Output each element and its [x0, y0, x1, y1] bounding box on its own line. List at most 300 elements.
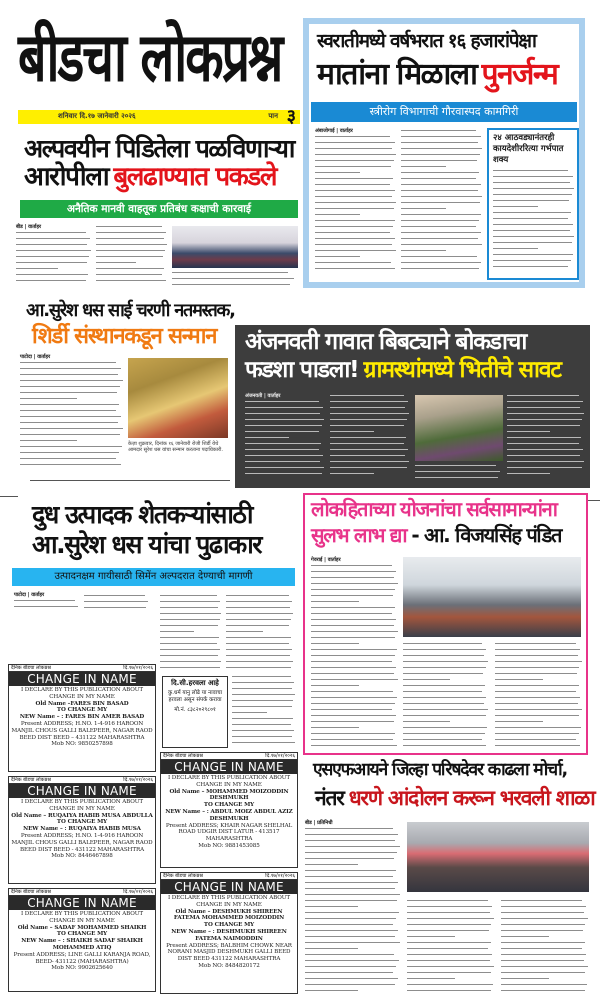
shirdi-body-col1 [20, 362, 124, 474]
text-line [315, 184, 390, 185]
sfi-body-col2 [407, 900, 495, 996]
text-line [311, 565, 392, 566]
text-line [232, 694, 295, 695]
text-line [401, 208, 446, 209]
text-line [84, 595, 145, 596]
text-line [84, 607, 146, 608]
text-line [232, 718, 293, 719]
text-line [311, 577, 394, 578]
text-line [160, 625, 218, 626]
name-change-notice [8, 664, 156, 772]
text-line [226, 655, 290, 656]
notice-mob: Mob NO: 8484820172 [198, 962, 260, 969]
text-line [226, 643, 289, 644]
text-line [311, 613, 392, 614]
notice-publisher: दैनिक बीडचा लोकप्रश्न [11, 889, 51, 895]
text-line [315, 202, 396, 203]
text-line [305, 888, 395, 889]
text-line [245, 449, 319, 450]
notice-old-name: Old Name – SADAF MOHAMMED SHAIKH [17, 924, 147, 931]
text-line [20, 410, 116, 411]
text-line [507, 425, 580, 426]
text-line [311, 679, 398, 680]
text-line [16, 232, 86, 233]
text-line [501, 984, 587, 985]
welfare-body-col1 [311, 565, 399, 751]
text-line [407, 960, 490, 961]
text-line [96, 262, 136, 263]
divider [588, 500, 600, 501]
text-line [160, 601, 220, 602]
text-line [96, 250, 165, 251]
text-line [495, 655, 578, 656]
text-line [311, 589, 395, 590]
text-line [501, 912, 584, 913]
text-line [403, 661, 488, 662]
text-line [315, 196, 392, 197]
text-line [403, 649, 486, 650]
text-line [96, 244, 167, 245]
text-line [20, 458, 116, 459]
text-line [160, 637, 219, 638]
text-line [501, 942, 585, 943]
text-line [403, 721, 450, 722]
text-line [495, 697, 580, 698]
text-line [501, 990, 585, 991]
milk-dateline: पाटोदा | वार्ताहर [14, 592, 45, 598]
text-line [501, 972, 585, 973]
story-shirdi [0, 300, 235, 480]
leopard-body-col3 [507, 395, 585, 483]
text-line [407, 900, 488, 901]
text-line [305, 948, 358, 949]
text-line [401, 268, 479, 269]
notice-heading: CHANGE IN NAME [161, 760, 297, 774]
text-line [401, 256, 477, 257]
text-line [315, 142, 395, 143]
notice-new-name: NEW Name – : ABDUL MOIZ ABDUL AZIZ DESHMUKH [165, 808, 293, 822]
text-line [311, 673, 394, 674]
text-line [507, 413, 584, 414]
notice-new-name: NEW Name – : DESHMUKH SHIREEN FATEMA NAIMODDIN [171, 928, 287, 942]
name-change-notice [160, 872, 298, 994]
text-line [20, 380, 123, 381]
text-line [20, 386, 120, 387]
leopard-photo [415, 395, 503, 461]
date-bar [18, 106, 300, 127]
text-line [401, 160, 477, 161]
text-line [330, 455, 405, 456]
text-line [330, 443, 404, 444]
text-line [493, 224, 573, 225]
text-line [401, 232, 481, 233]
text-line [401, 214, 481, 215]
minor-dateline: बीड | वार्ताहर [16, 224, 42, 230]
maternity-headline: मातांना मिळाला पुनर्जन्म [317, 57, 558, 92]
text-line [415, 477, 498, 478]
maternity-subhead: स्त्रीरोग विभागाची गौरवास्पद कामगिरी [311, 102, 577, 122]
text-line [20, 446, 122, 447]
text-line [407, 924, 491, 925]
text-line [401, 178, 476, 179]
text-line [330, 407, 405, 408]
notice-address: Present ADDRESS; KHAIR NAGAR SHELHAL ROAD UDGIR DIST LATUR - 413517 MAHARASHTRA [165, 822, 293, 843]
notice-address: Present ADDRESS; H.NO. 1-4-916 HAROON MANJIL CHOUS GALLI BALEPEER, NAGAR RAOD BEED DIST BEED - 431122 MAHARASHTRA [11, 832, 153, 853]
leopard-headline-line1: अंजनवती गावात बिबट्याने बोकडाचा [245, 329, 527, 355]
text-line [401, 136, 481, 137]
text-line [245, 431, 319, 432]
missing-text: कु.धर्म यानु लोढे या नावाचा हरवला असून संपर्क करावा [167, 690, 223, 703]
text-line [315, 250, 396, 251]
text-line [311, 685, 359, 686]
text-line [507, 431, 550, 432]
text-line [315, 220, 395, 221]
text-line [495, 679, 543, 680]
text-line [407, 912, 490, 913]
text-line [14, 606, 78, 607]
text-line [315, 148, 392, 149]
text-line [232, 706, 292, 707]
text-line [315, 256, 360, 257]
text-line [311, 709, 392, 710]
text-line [401, 238, 478, 239]
text-line [403, 679, 450, 680]
notice-mob: Mob NO: 9850257898 [51, 741, 113, 748]
text-line [401, 244, 482, 245]
text-line [226, 667, 291, 668]
text-line [401, 172, 479, 173]
story-milk [10, 500, 295, 620]
sidebar-body [493, 170, 575, 275]
text-line [20, 398, 77, 399]
text-line [160, 655, 218, 656]
text-line [305, 852, 397, 853]
text-line [495, 733, 579, 734]
text-line [403, 697, 486, 698]
notice-heading: CHANGE IN NAME [9, 672, 155, 686]
text-line [495, 703, 578, 704]
text-line [20, 416, 121, 417]
text-line [403, 715, 486, 716]
text-line [315, 208, 394, 209]
notice-old-name: Old Name – DESHMUKH SHIREEN FATEMA MOHAMMED MOIZODDIN [173, 908, 285, 922]
text-line [330, 473, 374, 474]
text-line [401, 166, 446, 167]
text-line [305, 900, 397, 901]
text-line [495, 715, 579, 716]
text-line [226, 625, 289, 626]
text-line [160, 613, 221, 614]
text-line [495, 709, 582, 710]
notice-old-name: Old Name –FARES BIN BASAD [35, 700, 129, 707]
text-line [96, 232, 166, 233]
text-line [403, 709, 488, 710]
text-line [305, 858, 394, 859]
notice-to-change: TO CHANGE MY [203, 802, 255, 809]
sfi-dateline: बीड | प्रतिनिधी [305, 820, 333, 826]
text-line [226, 637, 291, 638]
shirdi-caption: केज़ा शुक्रवार, दिनांक १६ जानेवारी रोजी शिर्डी येथे आमदार सुरेश धस यांचा सन्मान करताना पदाधिकारी. [128, 441, 223, 453]
text-line [403, 733, 485, 734]
text-line [20, 362, 116, 363]
text-line [311, 745, 397, 746]
text-line [226, 619, 291, 620]
text-line [311, 661, 392, 662]
text-line [315, 244, 392, 245]
text-line [311, 649, 397, 650]
leopard-body-col2 [330, 395, 410, 483]
notice-old-name: Old Name – MOHAMMED MOIZODDIN DESHMUKH [169, 788, 289, 802]
notice-old-name: Old Name – RUQAIYA HABIB MUSA ABDULLA [11, 812, 153, 819]
text-line [305, 930, 398, 931]
text-line [311, 721, 394, 722]
notice-date: दि.१७/०१/२०२६ [265, 753, 295, 759]
maternity-body-col1 [315, 136, 397, 276]
text-line [507, 473, 550, 474]
leopard-caption [415, 465, 503, 483]
text-line [493, 200, 569, 201]
text-line [245, 437, 289, 438]
text-line [20, 428, 123, 429]
text-line [330, 431, 374, 432]
text-line [495, 745, 580, 746]
notice-mob: Mob NO: 8446467898 [51, 853, 113, 860]
text-line [245, 473, 322, 474]
text-line [20, 440, 77, 441]
text-line [20, 452, 119, 453]
notice-new-name: NEW Name – : RUQAIYA HABIB MUSA [23, 826, 141, 833]
text-line [495, 673, 577, 674]
text-line [415, 471, 500, 472]
text-line [415, 465, 496, 466]
text-line [401, 196, 482, 197]
text-line [311, 583, 398, 584]
text-line [315, 178, 393, 179]
text-line [232, 682, 294, 683]
text-line [403, 703, 484, 704]
notice-date: दि.१७/०१/२०२६ [123, 665, 153, 671]
notice-publisher: दैनिक बीडचा लोकप्रश्न [163, 873, 203, 879]
missing-side-text [232, 676, 296, 748]
shirdi-dateline: पाटोदा | वार्ताहर [20, 354, 51, 360]
text-line [407, 978, 455, 979]
text-line [160, 619, 220, 620]
notice-heading: CHANGE IN NAME [161, 880, 297, 894]
text-line [403, 673, 483, 674]
text-line [330, 401, 408, 402]
notice-heading: CHANGE IN NAME [9, 896, 155, 910]
text-line [232, 712, 267, 713]
text-line [401, 202, 480, 203]
text-line [315, 214, 360, 215]
text-line [493, 218, 568, 219]
milk-body-col2 [84, 595, 150, 614]
text-line [305, 990, 358, 991]
text-line [20, 404, 119, 405]
text-line [311, 643, 359, 644]
text-line [493, 260, 571, 261]
text-line [493, 206, 538, 207]
page-number: ३ [286, 106, 296, 127]
leopard-dateline: अंजनवती | वार्ताहर [245, 393, 281, 399]
text-line [16, 274, 88, 275]
sfi-photo [407, 822, 589, 892]
text-line [493, 176, 573, 177]
text-line [96, 280, 166, 281]
text-line [20, 434, 120, 435]
text-line [305, 834, 398, 835]
story-maternity [303, 18, 585, 288]
text-line [311, 697, 397, 698]
text-line [330, 425, 404, 426]
text-line [305, 882, 398, 883]
text-line [407, 930, 489, 931]
text-line [305, 960, 399, 961]
sfi-headline-line1: एसएफआयने जिल्हा परिषदेवर काढला मोर्चा, [313, 760, 567, 780]
text-line [401, 148, 482, 149]
text-line [305, 966, 396, 967]
text-line [226, 613, 293, 614]
text-line [495, 727, 581, 728]
text-line [407, 906, 492, 907]
text-line [245, 455, 323, 456]
text-line [96, 256, 163, 257]
text-line [507, 449, 583, 450]
milk-body-col3 [160, 595, 222, 673]
missing-title: दि.सी.हरवला आहे [171, 679, 219, 687]
text-line [20, 464, 121, 465]
minor-photo-caption [172, 272, 298, 290]
welfare-headline-line1: लोकहिताच्या योजनांचा सर्वसामान्यांना [311, 497, 557, 521]
text-line [507, 401, 583, 402]
masthead [10, 18, 300, 127]
text-line [160, 649, 220, 650]
text-line [305, 978, 398, 979]
text-line [403, 745, 486, 746]
text-line [315, 268, 395, 269]
welfare-body-col3 [495, 643, 583, 751]
text-line [493, 242, 572, 243]
text-line [403, 685, 485, 686]
text-line [493, 182, 570, 183]
text-line [232, 700, 293, 701]
text-line [245, 407, 323, 408]
notice-to-change: TO CHANGE MY [203, 922, 255, 929]
welfare-body-col2 [403, 643, 489, 751]
text-line [407, 918, 494, 919]
text-line [407, 948, 488, 949]
text-line [403, 667, 486, 668]
minor-headline-line1: अल्पवयीन पिडितेला पळविणाऱ्या [24, 134, 295, 163]
text-line [315, 154, 396, 155]
sidebar-title: २४ आठवड्यानंतरही कायदेशीररित्या गर्भपात शक्य [493, 133, 564, 165]
text-line [407, 966, 494, 967]
text-line [315, 262, 391, 263]
text-line [495, 739, 576, 740]
text-line [305, 870, 396, 871]
text-line [16, 256, 89, 257]
text-line [501, 978, 549, 979]
milk-body-col4 [226, 595, 294, 673]
notice-new-name: NEW Name – : FARES BIN AMER BASAD [19, 714, 145, 721]
text-line [245, 461, 320, 462]
text-line [315, 226, 393, 227]
notice-mob: Mob NO: 9881453085 [198, 842, 260, 849]
text-line [232, 736, 292, 737]
notice-mob: Mob NO: 9902625640 [51, 965, 113, 972]
text-line [330, 419, 407, 420]
text-line [330, 461, 409, 462]
notice-date: दि.१७/०१/२०२६ [123, 889, 153, 895]
text-line [160, 607, 218, 608]
text-line [305, 972, 393, 973]
maternity-kicker: स्वरातीमध्ये वर्षभरात १६ हजारांपेक्षा [317, 30, 536, 52]
shirdi-photo [128, 358, 228, 438]
text-line [305, 906, 358, 907]
text-line [311, 571, 396, 572]
text-line [305, 894, 400, 895]
text-line [401, 130, 476, 131]
text-line [507, 395, 579, 396]
text-line [495, 685, 579, 686]
milk-headline-line1: दुध उत्पादक शेतकऱ्यांसाठी [32, 500, 253, 529]
text-line [305, 936, 395, 937]
text-line [305, 828, 393, 829]
text-line [315, 232, 390, 233]
text-line [403, 643, 482, 644]
notice-declare: I DECLARE BY THIS PUBLICATION ABOUT CHANGE IN MY NAME [168, 895, 290, 908]
text-line [315, 172, 360, 173]
text-line [226, 661, 293, 662]
text-line [507, 419, 582, 420]
text-line [305, 918, 396, 919]
text-line [403, 739, 482, 740]
text-line [96, 274, 162, 275]
text-line [16, 262, 87, 263]
text-line [16, 244, 87, 245]
text-line [401, 190, 478, 191]
text-line [330, 413, 409, 414]
text-line [16, 268, 58, 269]
notice-publisher: दैनिक बीडचा लोकप्रश्न [163, 753, 203, 759]
welfare-photo [403, 557, 581, 637]
text-line [226, 607, 290, 608]
text-line [311, 631, 398, 632]
text-line [226, 631, 263, 632]
page-label: पान [268, 112, 278, 120]
text-line [311, 607, 395, 608]
text-line [330, 467, 407, 468]
text-line [20, 374, 118, 375]
text-line [305, 954, 394, 955]
leopard-headline-line2: फडशा पाडला! ग्रामस्थांमध्ये भितीचे सावट [245, 357, 561, 383]
welfare-headline-line2: सुलभ लाभ द्या - आ. विजयसिंह पंडित [311, 523, 562, 547]
divider [30, 480, 230, 481]
notice-declare: I DECLARE BY THIS PUBLICATION ABOUT CHANGE IN MY NAME [21, 911, 143, 924]
name-change-notice [8, 888, 156, 992]
text-line [14, 600, 75, 601]
text-line [305, 942, 400, 943]
milk-subhead: उत्पादनक्षम गायीसाठी सिमेंन अल्पदरात देण्याची मागणी [12, 568, 295, 586]
divider [0, 496, 18, 497]
notice-declare: I DECLARE BY THIS PUBLICATION ABOUT CHANGE IN MY NAME [21, 799, 143, 812]
text-line [495, 721, 543, 722]
notice-new-name: NEW Name – : SHAIKH SADAF SHAIKH MOHAMMED ATIQ [21, 938, 143, 951]
text-line [172, 272, 288, 273]
missing-contact: मो.नं. ८३८२०२९८०१ [174, 707, 216, 713]
text-line [407, 990, 491, 991]
text-line [501, 906, 586, 907]
